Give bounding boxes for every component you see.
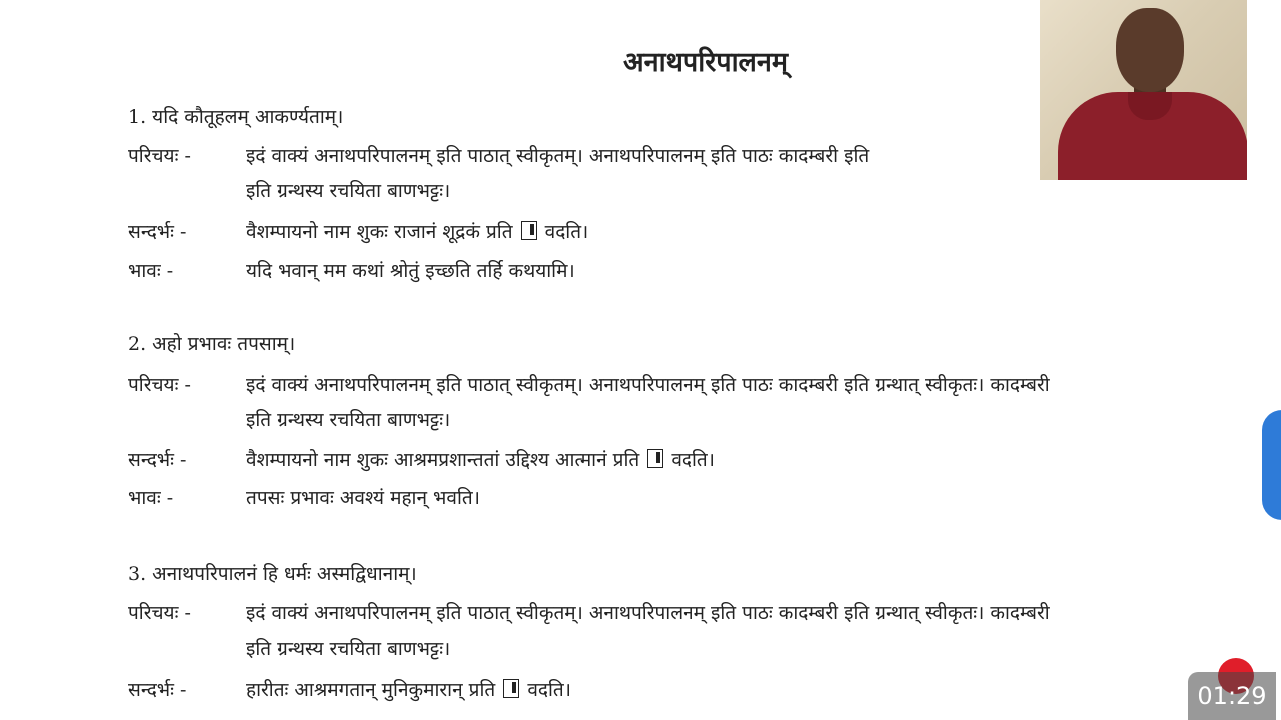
sandarbha-text bbox=[246, 676, 571, 702]
parichaya-label: परिचयः - bbox=[128, 374, 191, 396]
presenter-head bbox=[1116, 8, 1184, 92]
glyph-box-icon bbox=[503, 679, 519, 698]
sandarbha-text-b: वदति। bbox=[544, 221, 589, 243]
recording-timer: 01:29 bbox=[1188, 672, 1276, 720]
section-3-heading: 3. अनाथपरिपालनं हि धर्मः अस्मद्विधानाम्। bbox=[128, 563, 417, 585]
sandarbha-text-b: वदति। bbox=[671, 449, 715, 471]
section-1-heading: 1. यदि कौतूहलम् आकर्ण्यताम्। bbox=[128, 106, 344, 128]
sandarbha-text-b: वदति। bbox=[527, 679, 571, 701]
section-2-parichaya-cont: इति ग्रन्थस्य रचयिता बाणभट्टः। bbox=[246, 409, 451, 431]
parichaya-label: परिचयः - bbox=[128, 602, 191, 624]
side-tab-handle[interactable] bbox=[1262, 410, 1281, 520]
section-1-parichaya-cont: इति ग्रन्थस्य रचयिता बाणभट्टः। bbox=[246, 180, 451, 202]
sandarbha-text-a: वैशम्पायनो नाम शुकः आश्रमप्रशान्ततां उद्दिश्य आत्मानं प्रति bbox=[246, 449, 640, 471]
sandarbha-label: सन्दर्भः - bbox=[128, 221, 187, 243]
parichaya-text: इदं वाक्यं अनाथपरिपालनम् इति पाठात् स्वीकृतम्। अनाथपरिपालनम् इति पाठः कादम्बरी इति bbox=[246, 145, 870, 167]
bhava-label: भावः - bbox=[128, 487, 174, 509]
glyph-box-icon bbox=[647, 449, 663, 468]
document-title: अनाथपरिपालनम् bbox=[623, 47, 788, 78]
parichaya-label: परिचयः - bbox=[128, 145, 191, 167]
sandarbha-text bbox=[246, 218, 588, 244]
sandarbha-text-a: वैशम्पायनो नाम शुकः राजानं शूद्रकं प्रति bbox=[246, 221, 513, 243]
parichaya-text: इदं वाक्यं अनाथपरिपालनम् इति पाठात् स्वीकृतम्। अनाथपरिपालनम् इति पाठः कादम्बरी इति ग्रन्थात् स्वीकृतः। कादम्बरी bbox=[246, 374, 1050, 396]
bhava-label: भावः - bbox=[128, 260, 174, 282]
parichaya-text: इदं वाक्यं अनाथपरिपालनम् इति पाठात् स्वीकृतम्। अनाथपरिपालनम् इति पाठः कादम्बरी इति ग्रन्थात् स्वीकृतः। कादम्बरी bbox=[246, 602, 1050, 624]
glyph-box-icon bbox=[521, 221, 537, 240]
sandarbha-text bbox=[246, 446, 715, 472]
sandarbha-text-a: हारीतः आश्रमगतान् मुनिकुमारान् प्रति bbox=[246, 679, 496, 701]
bhava-text: यदि भवान् मम कथां श्रोतुं इच्छति तर्हि कथयामि। bbox=[246, 260, 575, 282]
sandarbha-label: सन्दर्भः - bbox=[128, 449, 187, 471]
sandarbha-label: सन्दर्भः - bbox=[128, 679, 187, 701]
section-3-parichaya-cont: इति ग्रन्थस्य रचयिता बाणभट्टः। bbox=[246, 638, 451, 660]
bhava-text: तपसः प्रभावः अवश्यं महान् भवति। bbox=[246, 487, 480, 509]
webcam-overlay bbox=[1040, 0, 1247, 180]
section-2-heading: 2. अहो प्रभावः तपसाम्। bbox=[128, 333, 296, 355]
